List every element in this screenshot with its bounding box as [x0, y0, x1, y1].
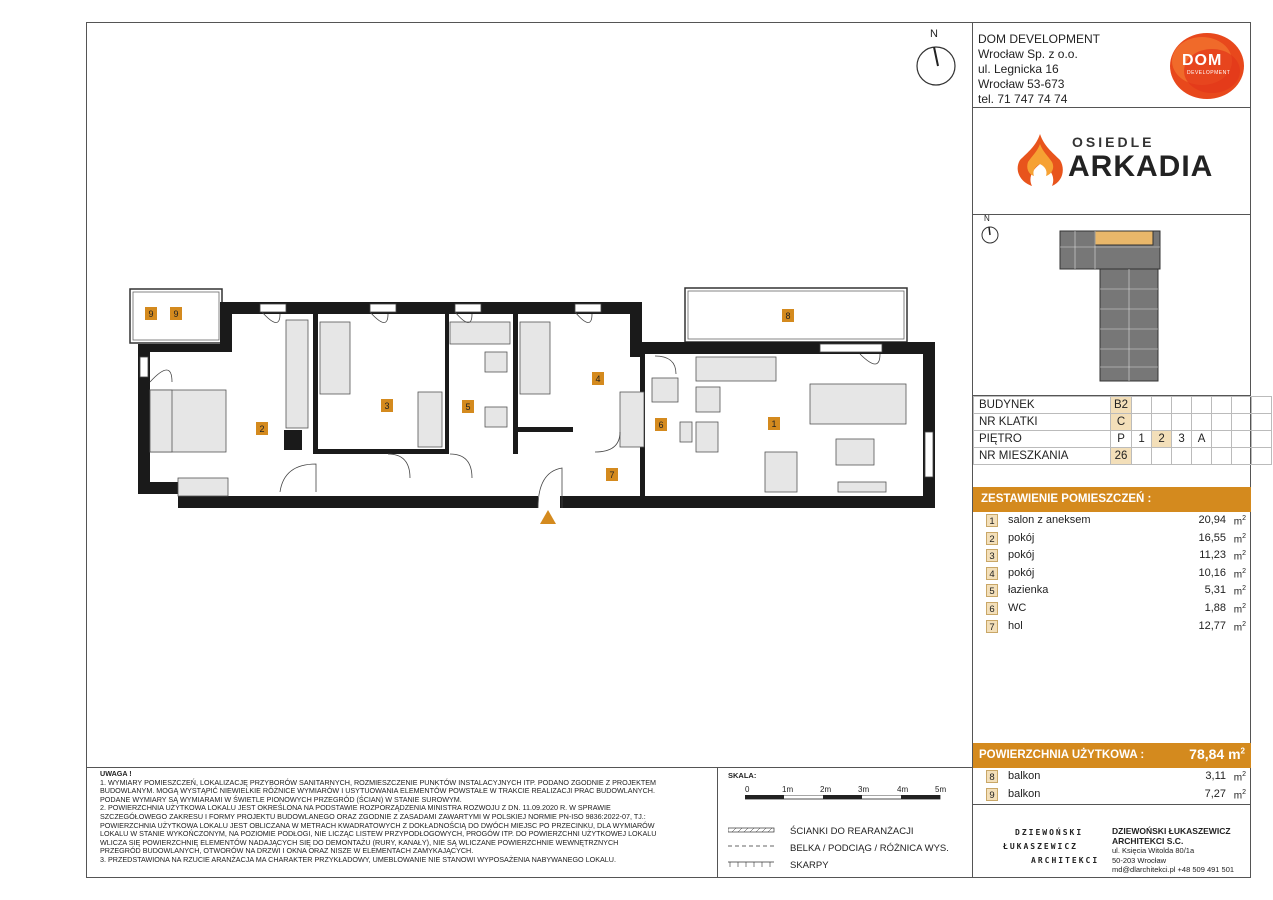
room-tag-label: 7 [609, 470, 615, 480]
osiedle-arkadia-logo [1010, 130, 1230, 195]
floor-option-selected: 2 [1152, 431, 1172, 448]
room-area: 20,94 [1198, 514, 1226, 526]
note-line: PODANE WYMIARY SĄ WYMIARAMI W ŚWIETLE PIONOWYCH PRZEGRÓD (ŚCIAN) W STANIE SUROWYM. [100, 794, 462, 804]
company-phone: tel. 71 747 74 74 [978, 92, 1068, 106]
floor-label: PIĘTRO [974, 431, 1111, 448]
project-name: ARKADIA [1068, 150, 1214, 183]
small-compass-north-label: N [984, 214, 990, 223]
note-line: 1. WYMIARY POMIESZCZEŃ, LOKALIZACJĘ PRZYBORÓW SANITARNYCH, ROZMIESZCZENIE PUNKTÓW INSTALACYJNYCH ITP. PODANO ZGODNIE Z PROJEKTEM [100, 777, 657, 787]
balcony-number: 8 [986, 770, 998, 783]
legend-item-slopes: SKARPY [790, 860, 829, 871]
apartment-info-table [973, 396, 1272, 465]
scale-tick-label: 1m [782, 785, 794, 794]
room-number: 2 [986, 532, 998, 545]
panel-divider-1 [972, 107, 1251, 108]
room-row [986, 618, 1248, 635]
room-number: 5 [986, 584, 998, 597]
compass-icon [915, 30, 959, 92]
building-row [974, 397, 1272, 414]
room-unit: $m^2$ [1233, 515, 1246, 528]
stairwell-row [974, 414, 1272, 431]
room-unit: $m^2$ [1233, 533, 1246, 546]
room-unit: $m^2$ [1233, 568, 1246, 581]
scale-bar [745, 795, 950, 803]
room-name: pokój [1008, 549, 1035, 561]
building-value: B2 [1111, 397, 1132, 414]
architect-logo-line: DZIEWOŃSKI [1015, 828, 1084, 837]
room-unit: $m^2$ [1233, 603, 1246, 616]
notes-divider [717, 767, 718, 878]
balcony-row [986, 786, 1248, 803]
apartment-value: 26 [1111, 448, 1132, 465]
architect-logo-line: ŁUKASZEWICZ [1003, 842, 1078, 851]
scale-label: SKALA: [728, 771, 757, 780]
note-line: POWIERZCHNIA UŻYTKOWA LOKALU JEST OBLICZANA W METRACH KWADRATOWYCH Z DOKŁADNOŚCIĄ DO DWÓCH MIEJSC PO PRZECINKU, DLA WYMIARÓW [100, 820, 655, 830]
room-tag-label: 9 [148, 309, 154, 319]
dom-logo-subtext: DEVELOPMENT [1187, 70, 1231, 76]
architect-name2: ARCHITEKCI S.C. [1112, 835, 1184, 846]
company-street: ul. Legnicka 16 [978, 62, 1059, 76]
architect-street: ul. Księcia Witolda 80/1a [1112, 846, 1195, 855]
floor-row [974, 431, 1272, 448]
note-line: SZCZEGÓŁOWEGO ZAKRESU I FORMY PROJEKTU BUDOWLANEGO ORAZ ZGODNIE Z ZASADAMI ZAWARTYMI W POLSKIEJ NORMIE PN-ISO 9836:2022-07, TJ.: [100, 811, 646, 821]
floor-plan [120, 282, 950, 537]
balcony-area: 3,11 [1205, 770, 1226, 782]
room-name: WC [1008, 602, 1027, 614]
balcony-unit: $m^2$ [1233, 771, 1246, 784]
scale-tick-label: 3m [858, 785, 870, 794]
room-row [986, 582, 1248, 599]
room-tag-label: 2 [259, 424, 265, 434]
balcony-row [986, 768, 1248, 785]
room-area: 5,31 [1204, 584, 1226, 596]
legend-symbols [728, 826, 776, 870]
room-name: salon z aneksem [1008, 514, 1091, 526]
room-number: 1 [986, 514, 998, 527]
balcony-name: balkon [1008, 770, 1041, 782]
apartment-label: NR MIESZKANIA [974, 448, 1111, 465]
architect-info [1112, 827, 1234, 875]
panel-divider-4 [972, 804, 1251, 805]
apartment-row [974, 448, 1272, 465]
note-line: 3. PRZEDSTAWIONA NA RZUCIE ARANŻACJA MA CHARAKTER PRZYKŁADOWY, UMEBLOWANIE NIE STANOWI WYPOSAŻENIA NABYWANEGO LOKALU. [100, 854, 616, 864]
project-prefix: OSIEDLE [1072, 134, 1155, 150]
room-name: pokój [1008, 532, 1035, 544]
note-line: WLICZA SIĘ POWIERZCHNIĘ ELEMENTÓW NADAJĄCYCH SIĘ DO DEMONTAŻU (RURY, KANAŁY), NIE SĄ WLICZANE POWIERZCHNIE WEWNĘTRZNYCH [100, 837, 619, 847]
architect-city: 50-203 Wrocław [1112, 855, 1167, 865]
balcony-area: 7,27 [1204, 788, 1226, 800]
arkadia-flame-icon [1010, 130, 1070, 192]
room-name: pokój [1008, 567, 1035, 579]
room-area: 1,88 [1204, 602, 1226, 614]
room-unit: $m^2$ [1233, 550, 1246, 563]
compass-north-label: N [930, 28, 938, 40]
room-area: 12,77 [1198, 620, 1226, 632]
room-tag-label: 9 [173, 309, 179, 319]
room-name: łazienka [1008, 584, 1049, 596]
room-unit: $m^2$ [1233, 621, 1246, 634]
legend-item-partitions: ŚCIANKI DO REARANŻACJI [790, 826, 914, 837]
dom-logo-text: DOM [1182, 52, 1223, 69]
room-unit: $m^2$ [1233, 585, 1246, 598]
stairwell-label: NR KLATKI [974, 414, 1111, 431]
balcony-unit: $m^2$ [1233, 789, 1246, 802]
scale-tick-label: 5m [935, 785, 947, 794]
note-line: BUDOWLANYM. MOGĄ WYSTĄPIĆ NIEWIELKIE RÓŻNICE WYMIARÓW I USYTUOWANIA ELEMENTÓW POWSTAŁE W TRAKCIE REALIZACJI PRAC BUDOWLANYCH. [100, 786, 655, 796]
room-area: 11,23 [1199, 549, 1226, 561]
room-number: 6 [986, 602, 998, 615]
scale-tick-label: 2m [820, 785, 832, 794]
rooms-header: ZESTAWIENIE POMIESZCZEŃ : [973, 487, 1251, 512]
note-line: 2. POWIERZCHNIA UŻYTKOWA LOKALU JEST OKREŚLONA NA PODSTAWIE ROZPORZĄDZENIA MINISTRA ROZWOJU Z DN. 11.09.2020 R. W SPRAWIE [100, 803, 611, 813]
room-tag-label: 1 [771, 419, 777, 429]
room-tag-label: 3 [384, 401, 390, 411]
architect-contact: md@dlarchitekci.pl +48 509 491 501 [1112, 865, 1235, 874]
room-row [986, 565, 1248, 582]
usable-area-value: 78,84 $m^2$ [1189, 746, 1245, 762]
floor-option: P [1111, 431, 1132, 448]
usable-area-label: POWIERZCHNIA UŻYTKOWA : [979, 749, 1145, 761]
room-row [986, 600, 1248, 617]
entrance-marker-icon [540, 510, 556, 524]
note-line: LOKALU W STANIE WYKOŃCZONYM, NA POZIOMIE PODŁOGI, NIE LICZĄC LISTEW PRZYPODŁOGOWYCH, PROGÓW ITP. DO POWIERZCHNI UŻYTKOWEJ LOKALU [100, 829, 657, 839]
scale-tick-label: 0 [745, 785, 750, 794]
floor-option: 3 [1172, 431, 1192, 448]
company-entity: Wrocław Sp. z o.o. [978, 47, 1078, 61]
room-area: 16,55 [1198, 532, 1226, 544]
building-key-plan [1055, 227, 1165, 387]
scale-tick-label: 4m [897, 785, 909, 794]
floor-option: A [1192, 431, 1212, 448]
company-name: DOM DEVELOPMENT [978, 32, 1101, 46]
panel-divider-2 [972, 214, 1251, 215]
room-name: hol [1008, 620, 1023, 632]
room-tag-label: 6 [658, 420, 664, 430]
balcony-number: 9 [986, 788, 998, 801]
architect-logo [1003, 826, 1103, 872]
notes-block [100, 770, 700, 865]
architect-name: DZIEWOŃSKI ŁUKASZEWICZ [1112, 826, 1231, 836]
notes-heading: UWAGA ! [100, 769, 132, 778]
note-line: PRZEGRÓD BUDOWLANYCH, OTWORÓW NA DRZWI I OKNA ORAZ NISZE W ELEMENTACH ZAMYKAJĄCYCH. [100, 846, 474, 856]
company-city: Wrocław 53-673 [978, 77, 1065, 91]
room-tag-label: 4 [595, 374, 601, 384]
room-tag-label: 8 [785, 311, 791, 321]
room-number: 4 [986, 567, 998, 580]
floor-option: 1 [1132, 431, 1152, 448]
room-tag-label: 5 [465, 402, 471, 412]
room-row [986, 512, 1248, 529]
small-compass-icon [978, 216, 1002, 246]
stairwell-value: C [1111, 414, 1132, 431]
dom-development-logo [1168, 31, 1246, 101]
balcony-name: balkon [1008, 788, 1041, 800]
architect-logo-line: ARCHITEKCI [1031, 856, 1100, 865]
room-row [986, 547, 1248, 564]
room-number: 7 [986, 620, 998, 633]
company-info [978, 32, 1100, 107]
room-number: 3 [986, 549, 998, 562]
notes-lines [100, 779, 700, 865]
building-label: BUDYNEK [974, 397, 1111, 414]
room-area: 10,16 [1198, 567, 1226, 579]
usable-area-total [973, 743, 1251, 768]
legend-item-beam: BELKA / PODCIĄG / RÓŻNICA WYS. [790, 843, 949, 854]
room-row [986, 530, 1248, 547]
bottom-strip-divider [86, 767, 973, 768]
